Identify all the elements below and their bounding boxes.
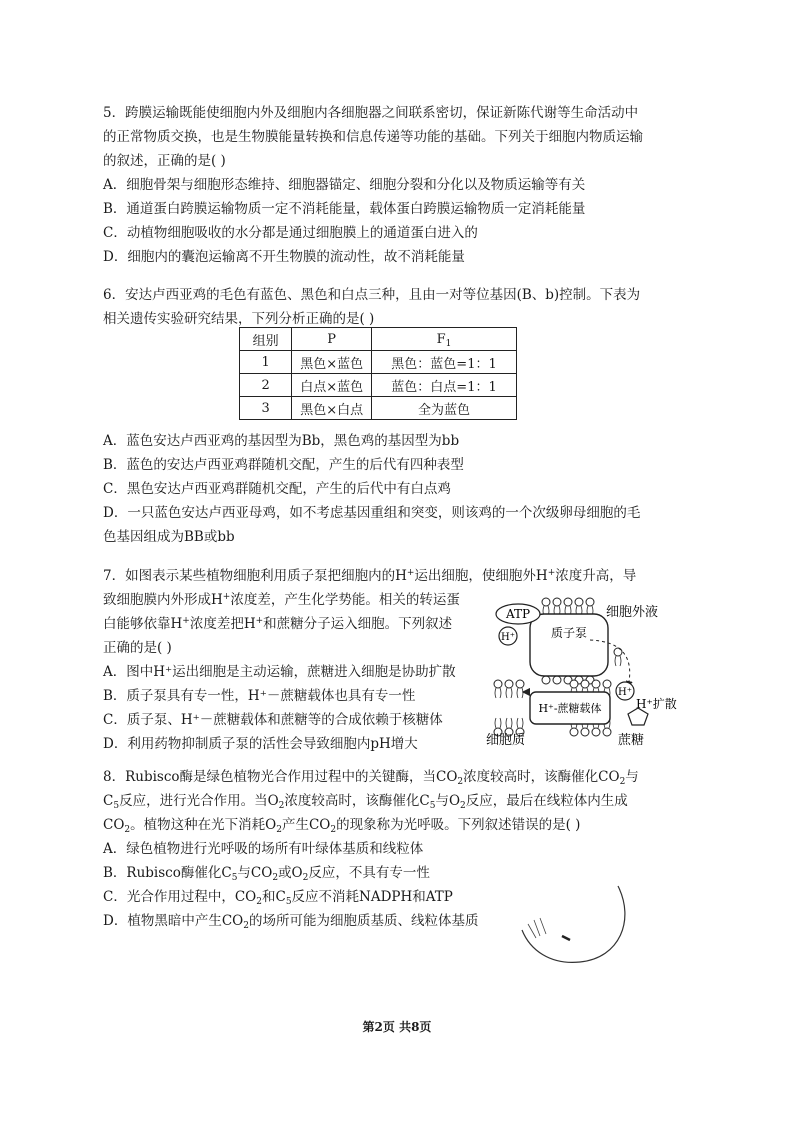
q5-option-c: C．动植物细胞吸收的水分都是通过细胞膜上的通道蛋白进入的 bbox=[103, 225, 478, 241]
q8-stem-line: $CO_2$。植物这种在光下消耗$O_2$产生$CO_2$的现象称为光呼吸。下列叙述错误的是( ) bbox=[103, 817, 581, 835]
table-cell: 1 bbox=[240, 351, 292, 374]
table-header: 组别 bbox=[240, 328, 292, 351]
q7-stem-line: 致细胞膜内外形成H+浓度差，产生化学势能。相关的转运蛋 bbox=[103, 592, 460, 608]
q8-option-a: A．绿色植物进行光呼吸的场所有叶绿体基质和线粒体 bbox=[103, 841, 424, 857]
pump-label: 质子泵 bbox=[550, 626, 588, 640]
table-header-f1: $F_1$ bbox=[372, 328, 517, 351]
q6-stem-line: 6．安达卢西亚鸡的毛色有蓝色、黑色和白点三种，且由一对等位基因(B、b)控制。下表为 bbox=[103, 287, 641, 303]
h-ion-label-2: H⁺ bbox=[618, 687, 632, 698]
table-cell: 黑色：蓝色=1：1 bbox=[372, 351, 517, 374]
question-5 bbox=[103, 101, 643, 269]
q7-option-a: A．图中H⁺运出细胞是主动运输，蔗糖进入细胞是协助扩散 bbox=[103, 664, 456, 680]
pencil-scribble bbox=[510, 880, 640, 970]
cytoplasm-label: 细胞质 bbox=[486, 733, 526, 748]
table-row bbox=[240, 397, 517, 420]
q7-stem-line: 白能够依靠H+浓度差把H+和蔗糖分子运入细胞。下列叙述 bbox=[103, 616, 453, 632]
q8-option-d: D．植物黑暗中产生$CO_2$的场所可能为细胞质基质、线粒体基质 bbox=[103, 913, 479, 931]
q5-stem-line: 5．跨膜运输既能使细胞内外及细胞内各细胞器之间联系密切，保证新陈代谢等生命活动中 bbox=[103, 105, 639, 121]
carrier-label: H⁺-蔗糖载体 bbox=[538, 702, 602, 715]
q7-option-d: D．利用药物抑制质子泵的活性会导致细胞内pH增大 bbox=[103, 736, 418, 752]
outside-label: 细胞外液 bbox=[606, 605, 659, 620]
table-cell: 3 bbox=[240, 397, 292, 420]
table-cell: 2 bbox=[240, 374, 292, 397]
q5-option-b: B．通道蛋白跨膜运输物质一定不消耗能量，载体蛋白跨膜运输物质一定消耗能量 bbox=[103, 201, 586, 217]
table-cell: 蓝色：白点=1：1 bbox=[372, 374, 517, 397]
question-6 bbox=[103, 283, 640, 331]
diffusion-label: H⁺扩散 bbox=[636, 697, 677, 711]
q5-stem-line: 的正常物质交换，也是生物膜能量转换和信息传递等功能的基础。下列关于细胞内物质运输 bbox=[103, 129, 643, 145]
q6-option-d-cont: 色基因组成为BB或bb bbox=[103, 529, 235, 545]
page-footer: 第2页 共8页 bbox=[362, 1020, 432, 1034]
q6-option-c: C．黑色安达卢西亚鸡群随机交配，产生的后代中有白点鸡 bbox=[103, 481, 451, 497]
q5-option-d: D．细胞内的囊泡运输离不开生物膜的流动性，故不消耗能量 bbox=[103, 249, 465, 265]
proton-pump-diagram bbox=[478, 592, 708, 754]
q6-option-d: D．一只蓝色安达卢西亚母鸡，如不考虑基因重组和突变，则该鸡的一个次级卵母细胞的毛 bbox=[103, 505, 641, 521]
h-ion-label: H⁺ bbox=[501, 632, 515, 643]
table-cell: 白点×蓝色 bbox=[292, 374, 372, 397]
sucrose-label: 蔗糖 bbox=[618, 733, 645, 748]
q8-option-c: C．光合作用过程中，$CO_2$和$C_5$反应不消耗NADPH和ATP bbox=[103, 889, 453, 907]
table-row bbox=[240, 351, 517, 374]
q6-option-a: A．蓝色安达卢西亚鸡的基因型为Bb，黑色鸡的基因型为bb bbox=[103, 433, 460, 449]
q6-options bbox=[103, 430, 640, 550]
q7-option-c: C．质子泵、H⁺－蔗糖载体和蔗糖等的合成依赖于核糖体 bbox=[103, 712, 443, 728]
table-cell: 黑色×白点 bbox=[292, 397, 372, 420]
q5-option-a: A．细胞骨架与细胞形态维持、细胞器锚定、细胞分裂和分化以及物质运输等有关 bbox=[103, 177, 586, 193]
q8-stem-line: 8．Rubisco酶是绿色植物光合作用过程中的关键酶，当$CO_2$浓度较高时，该酶催化$CO_2$与 bbox=[103, 769, 639, 787]
q6-option-b: B．蓝色的安达卢西亚鸡群随机交配，产生的后代有四种表型 bbox=[103, 457, 464, 473]
table-cell: 全为蓝色 bbox=[372, 397, 517, 420]
genetics-cross-table bbox=[239, 327, 517, 420]
proton-pump-shape bbox=[530, 614, 608, 676]
table-cell: 黑色×蓝色 bbox=[292, 351, 372, 374]
q5-stem-line: 的叙述，正确的是( ) bbox=[103, 153, 226, 169]
q6-stem-line: 相关遗传实验研究结果，下列分析正确的是( ) bbox=[103, 311, 375, 327]
q8-option-b: B．Rubisco酶催化$C_5$与$CO_2$或$O_2$反应，不具有专一性 bbox=[103, 865, 430, 883]
q8-stem-line: $C_5$反应，进行光合作用。当$O_2$浓度较高时，该酶催化$C_5$与$O_2$反应，最后在线粒体内生成 bbox=[103, 793, 628, 811]
atp-label: ATP bbox=[505, 607, 531, 621]
q7-option-b: B．质子泵具有专一性，H⁺－蔗糖载体也具有专一性 bbox=[103, 688, 416, 704]
q7-stem-line: 正确的是( ) bbox=[103, 640, 172, 656]
q7-stem-line: 7．如图表示某些植物细胞利用质子泵把细胞内的H+运出细胞，使细胞外H+浓度升高，导 bbox=[103, 568, 637, 584]
table-header: P bbox=[292, 328, 372, 351]
table-header-row bbox=[240, 328, 517, 351]
table-row bbox=[240, 374, 517, 397]
